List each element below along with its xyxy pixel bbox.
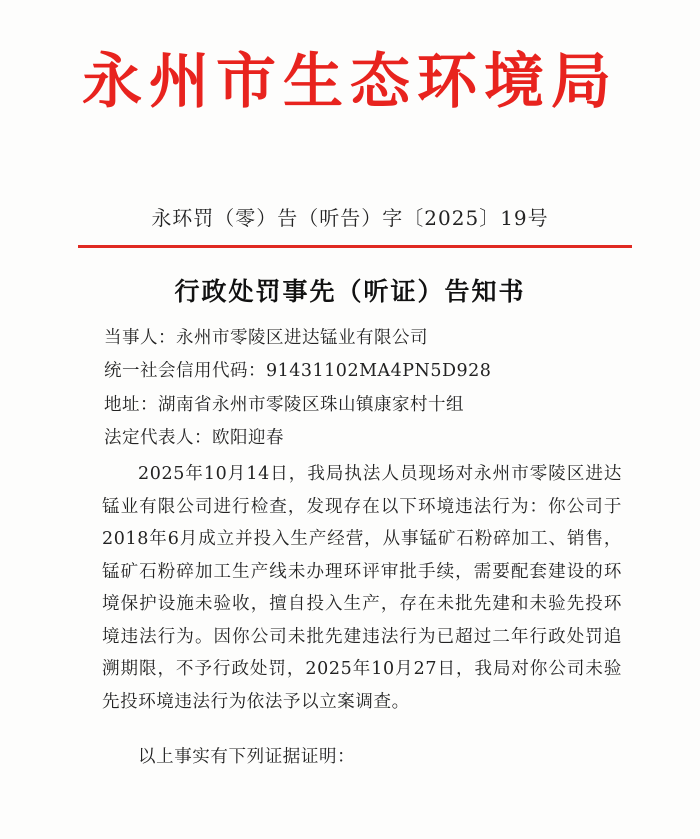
document-number: 永环罚（零）告（听告）字〔2025〕19号	[151, 206, 549, 230]
credit-code-line	[104, 357, 491, 382]
party-name-value: 永州市零陵区进达锰业有限公司	[176, 328, 428, 348]
red-divider-line	[78, 245, 632, 248]
legal-rep-label: 法定代表人：	[104, 428, 212, 448]
credit-code-label: 统一社会信用代码：	[104, 361, 266, 381]
address-value: 湖南省永州市零陵区珠山镇康家村十组	[158, 395, 464, 415]
organization-header: 永州市生态环境局	[82, 47, 618, 117]
document-title: 行政处罚事先（听证）告知书	[174, 277, 526, 306]
party-name-label: 当事人：	[104, 328, 176, 348]
evidence-intro: 以上事实有下列证据证明：	[138, 747, 356, 767]
address-line	[104, 391, 464, 416]
party-name-line	[104, 324, 428, 349]
body-paragraph: 2025年10月14日，我局执法人员现场对永州市零陵区进达锰业有限公司进行检查，发现存在以下环境违法行为：你公司于2018年6月成立并投入生产经营，从事锰矿石粉碎加工、销售，锰矿石粉碎加工生产线未办理环评审批手续，需要配套建设的环境保护设施未验收，擅自投入生产，存在未批先建和未验先投环境违法行为。因你公司未批先建违法行为已超过二年行政处罚追溯期限，不予行政处罚，2025年10月27日，我局对你公司未验先投环境违法行为依法予以立案调查。	[102, 464, 622, 712]
legal-rep-value: 欧阳迎春	[212, 428, 284, 448]
address-label: 地址：	[104, 395, 158, 415]
credit-code-value: 91431102MA4PN5D928	[266, 361, 492, 381]
body-text	[102, 458, 622, 718]
legal-rep-line	[104, 424, 284, 449]
